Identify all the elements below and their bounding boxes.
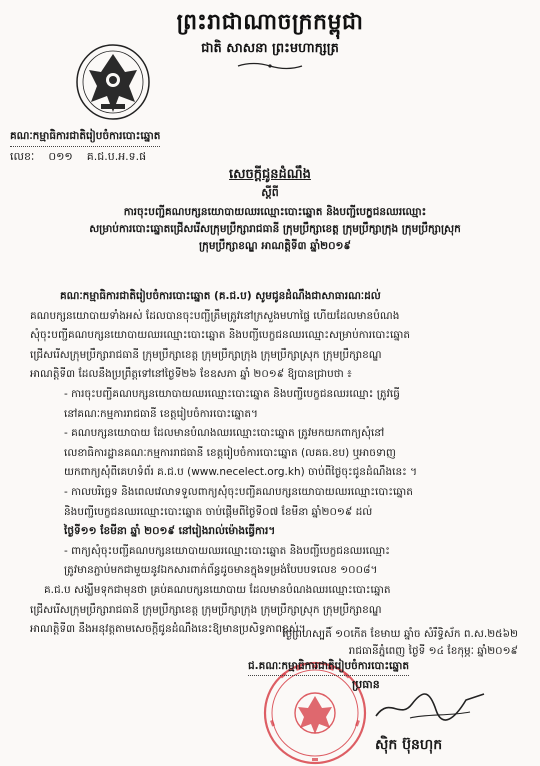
body-line: សុំចុះបញ្ជីគណបក្សនយោបាយឈរឈ្មោះបោះឆ្នោត និងបញ្ជីបេក្ខជនឈរឈ្មោះសម្រាប់ការបោះឆ្នោត bbox=[30, 329, 411, 342]
sender-org: គណៈកម្មាធិការជាតិរៀបចំការបោះឆ្នោត bbox=[10, 130, 160, 147]
bullet-line: - គណបក្សនយោបាយ ដែលមានបំណងឈរឈ្មោះបោះឆ្នោត ត្រូវមកយកពាក្យសុំនៅ bbox=[64, 427, 385, 440]
reference-line bbox=[10, 150, 146, 166]
date-block bbox=[282, 626, 518, 660]
body-line: គ.ជ.ប សង្ឃឹមទុកជាមុនថា គ្រប់គណបក្សនយោបាយ ដែលមានបំណងឈរឈ្មោះបោះឆ្នោត bbox=[44, 583, 391, 596]
subject-line: ការចុះបញ្ជីគណបក្សនយោបាយឈរឈ្មោះបោះឆ្នោត និងបញ្ជីបេក្ខជនឈរឈ្មោះ bbox=[123, 206, 427, 218]
body-line: ជ្រើសរើសក្រុមប្រឹក្សារាជធានី ក្រុមប្រឹក្សាខេត្ត ក្រុមប្រឹក្សាក្រុង ក្រុមប្រឹក្សាស្រុក ក្រុមប្រឹក្សាខណ្ឌ bbox=[30, 603, 382, 616]
kingdom-heading: ព្រះរាជាណាចក្រកម្ពុជា bbox=[176, 10, 364, 35]
body-line: អាណត្តិទី៣ នឹងអនុវត្តតាមសេចក្តីជូនដំណឹងនេះឱ្យមានប្រសិទ្ធភាពខ្ពស់។ bbox=[30, 623, 306, 636]
bullet-line: នៅគណៈកម្មការរាជធានី ខេត្តរៀបចំការបោះឆ្នោត។ bbox=[64, 407, 258, 420]
body-line: ជ្រើសរើសក្រុមប្រឹក្សារាជធានី ក្រុមប្រឹក្សាខេត្ត ក្រុមប្រឹក្សាក្រុង ក្រុមប្រឹក្សាស្រុក ក្រុមប្រឹក្សាខណ្ឌ bbox=[30, 348, 382, 361]
signer-name: ស៊ិក ប៊ុនហុក bbox=[375, 737, 443, 753]
handwritten-signature-icon bbox=[370, 686, 490, 726]
body-line: អាណត្តិទី៣ ដែលនឹងប្រព្រឹត្តទៅនៅថ្ងៃទី២៦ ខែឧសភា ឆ្នាំ ២០១៩ ឱ្យបានជ្រាបថា ៖ bbox=[30, 368, 352, 381]
bullet-line: ត្រូវមានភ្ជាប់មកជាមួយនូវឯកសារពាក់ព័ន្ធដូចមានក្នុងទម្រង់បែបបទលេខ ១០០៨។ bbox=[64, 564, 378, 577]
signing-org: ជ.គណៈកម្មាធិការជាតិរៀបចំការបោះឆ្នោត bbox=[248, 660, 409, 676]
bullet-line: និងបញ្ជីបេក្ខជនឈរឈ្មោះបោះឆ្នោត ចាប់ផ្តើមពីថ្ងៃទី០៧ ខែមីនា ឆ្នាំ២០១៩ ដល់ bbox=[64, 505, 373, 518]
lunar-date: ថ្ងៃព្រហស្បតិ៍ ១០កើត ខែមាឃ ឆ្នាំច សំរឹទ្ធិស័ក ព.ស.២៥៦២ bbox=[282, 628, 518, 640]
bullet-line: - ការចុះបញ្ជីគណបក្សនយោបាយឈរឈ្មោះបោះឆ្នោត និងបញ្ជីបេក្ខជនឈរឈ្មោះ ត្រូវធ្វើ bbox=[64, 387, 400, 400]
ref-code: គ.ជ.ប.អ.ទ.ផ bbox=[86, 150, 147, 163]
bullet-line: - កាលបរិច្ឆេទ និងពេលវេលាទទួលពាក្យសុំចុះបញ្ជីគណបក្សនយោបាយឈរឈ្មោះបោះឆ្នោត bbox=[64, 485, 413, 498]
about-label: ស្តីពី bbox=[261, 186, 279, 199]
solar-date: រាជធានីភ្នំពេញ ថ្ងៃទី ១៤ ខែកុម្ភៈ ឆ្នាំ២០១៩ bbox=[348, 645, 518, 657]
body-line: គណបក្សនយោបាយទាំងអស់ ដែលបានចុះបញ្ជីត្រឹមត្រូវនៅក្រសួងមហាផ្ទៃ ហើយដែលមានបំណង bbox=[30, 309, 400, 322]
notice-body bbox=[30, 287, 520, 640]
ornament-divider-icon bbox=[236, 62, 304, 70]
subject-line: សម្រាប់ការបោះឆ្នោតជ្រើសរើសក្រុមប្រឹក្សារាជធានី ក្រុមប្រឹក្សាខេត្ត ក្រុមប្រឹក្សាក្រុង ក្រុមប្រឹក្សាស្រុក bbox=[89, 223, 461, 235]
bullet-line: ថ្ងៃទី១១ ខែមីនា ឆ្នាំ ២០១៩ នៅរៀងរាល់ម៉ោងធ្វើការ។ bbox=[64, 525, 276, 538]
ref-number: ០១១ bbox=[48, 150, 73, 163]
national-motto: ជាតិ សាសនា ព្រះមហាក្សត្រ bbox=[201, 41, 339, 56]
chairman-title: ប្រធាន bbox=[352, 678, 380, 691]
body-line: គណៈកម្មាធិការជាតិរៀបចំការបោះឆ្នោត (គ.ជ.ប) សូមជូនដំណឹងជាសាធារណៈដល់ bbox=[60, 290, 381, 302]
notice-heading: សេចក្តីជូនដំណឹង bbox=[229, 167, 311, 182]
nec-emblem-icon bbox=[73, 42, 153, 124]
bullet-line: - ពាក្យសុំចុះបញ្ជីគណបក្សនយោបាយឈរឈ្មោះបោះឆ្នោត និងបញ្ជីបេក្ខជនឈរឈ្មោះ bbox=[64, 544, 390, 557]
bullet-line: លេខាធិការដ្ឋានគណៈកម្មការរាជធានី ខេត្តរៀបចំការបោះឆ្នោត (លគធ.ខប) ឬអាចទាញ bbox=[64, 446, 396, 459]
subject-title bbox=[40, 204, 510, 255]
bullet-line: យកពាក្យសុំពីគេហទំព័រ គ.ជ.ប (www.necelect.org.kh) ចាប់ពីថ្ងៃចុះជូនដំណឹងនេះ ។ bbox=[64, 466, 417, 479]
subject-line: ក្រុមប្រឹក្សាខណ្ឌ អាណត្តិទី៣ ឆ្នាំ២០១៩ bbox=[199, 240, 351, 252]
ref-label: លេខៈ bbox=[10, 150, 35, 163]
